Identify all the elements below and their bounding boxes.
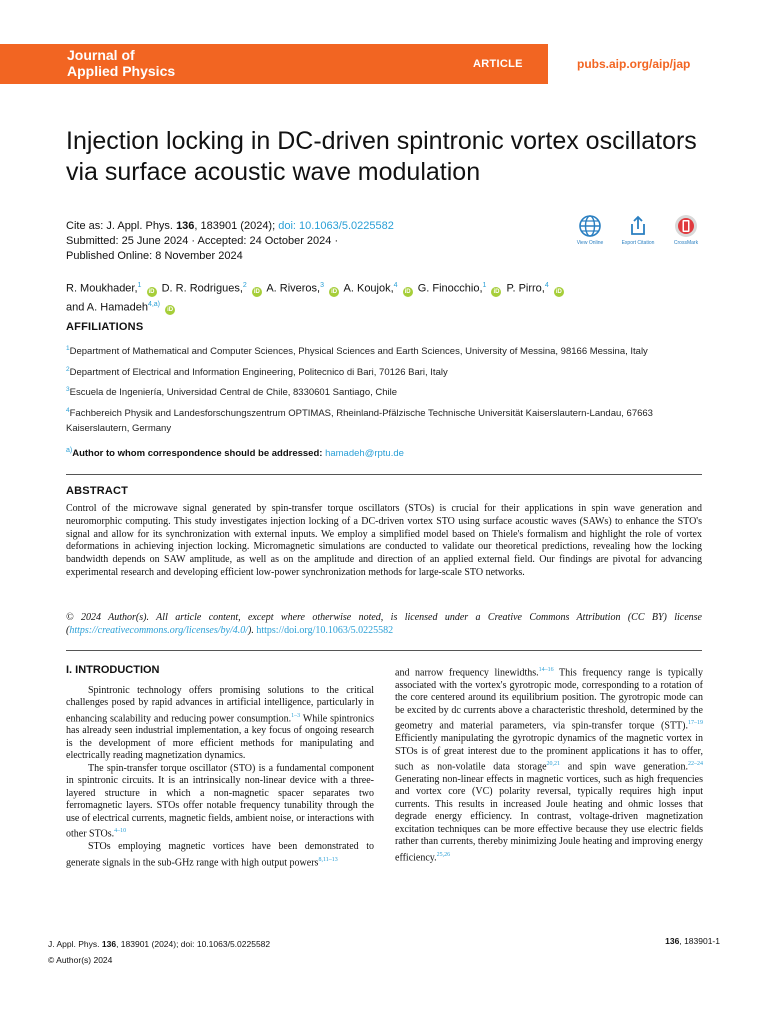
abstract-text: Control of the microwave signal generated by spin-transfer torque oscillators (STOs) is crucial for their applications in spin wave generation and neuromorphic computing. This study investigates injection locking of a DC-driven vortex STO using surface acoustic waves (SAWs) to enhance the STO's signal and allow for its synchronization with external inputs. We employ a simplified model based on Thiele's formalism and highlight the role of vortex deformations in achieving injection locking. Micromagnetic simulations are conducted to validate our theoretical predictions, revealing how the locking bandwidth depends on SAW amplitude, as well as on the amplitude and direction of an applied external field. Our findings are pivotal for advancing experimental research and developing efficient low-power synchronization methods for large-scale STO networks. xyxy=(66,503,702,578)
introduction-heading: I. INTRODUCTION xyxy=(66,664,160,676)
abstract-heading: ABSTRACT xyxy=(66,485,129,497)
author-name[interactable]: A. Koujok, xyxy=(343,282,394,295)
affiliation-text: Fachbereich Physik and Landesforschungszentrum OPTIMAS, Rheinland-Pfälzische Technische Universität Kaiserslautern-Landau, 67663 Kaiserslautern, Germany xyxy=(66,408,653,434)
orcid-icon[interactable]: iD xyxy=(167,307,174,314)
paragraph-text: This frequency range is typically associated with the vortex's gyrotropic mode, corresponding to a rotation of the core centered around its equilibrium position. The gyrotropic mode can be excited by dc currents above a characteristic threshold, determined by the geometry and material parameters, via spin-transfer torque (STT). xyxy=(395,667,703,732)
author-affil-sup: 1 xyxy=(482,282,487,289)
paragraph-text: Generating non-linear effects in magnetic vortices, such as high frequencies and vortex core (VC) polarity reversal, typically requires high input currents. This results in increased Joule heating and ohmic losses that degrade energy efficiency. In contrast, voltage-driven magnetization excitation techniques can be more effective because they use electric fields rather than currents, thereby minimizing Joule heating and improving energy efficiency. xyxy=(395,773,703,864)
affiliation-item xyxy=(66,383,706,401)
footer-cite-prefix: J. Appl. Phys. xyxy=(48,939,102,949)
orcid-icon[interactable]: iD xyxy=(555,288,562,295)
paragraph-text: The spin-transfer torque oscillator (STO) is a fundamental component in spintronic circuits. It is an intrinsically non-linear device with a three-layered structure in which a non-magnetic spacer separates two ferromagnetic layers. STOs offer notable frequency tunability through the use of electrical currents, magnetic fields, ambient noise, or interactions with other STOs. xyxy=(66,762,374,840)
affiliation-number: 4 xyxy=(66,406,70,414)
journal-name[interactable] xyxy=(67,47,175,79)
paragraph-text: and narrow frequency linewidths. xyxy=(395,667,539,679)
page-number xyxy=(665,936,720,946)
affiliations-list xyxy=(66,342,706,439)
export-icon xyxy=(626,214,650,238)
footer-copyright: © Author(s) 2024 xyxy=(48,955,113,965)
article-type-tag: ARTICLE xyxy=(473,58,523,70)
reference-link[interactable]: 4–10 xyxy=(114,828,127,835)
license-statement xyxy=(66,611,702,637)
body-column-left xyxy=(66,664,374,869)
reference-link[interactable]: 17–19 xyxy=(688,720,703,727)
reference-link[interactable]: 1–3 xyxy=(291,712,301,719)
reference-link[interactable]: 14–16 xyxy=(538,667,554,673)
body-column-right xyxy=(395,664,703,865)
reference-link[interactable]: 20,21 xyxy=(546,761,561,768)
paragraph-text: While spintronics has already seen industrial implementation, a key focus of ongoing research is the development of more efficient methods for manipulating and electrically reading magnetization dynamics. xyxy=(66,712,375,762)
article-actions xyxy=(568,214,708,250)
corr-label: Author to whom correspondence should be addressed: xyxy=(72,448,326,460)
reference-link[interactable]: 22–24 xyxy=(688,761,703,768)
affiliation-number: 1 xyxy=(66,345,70,352)
paragraph-text: Spintronic technology offers promising solutions to the critical challenges posed by rapid advances in artificial intelligence, particularly in enhancing scalability and reducing power consumption. xyxy=(66,684,374,724)
journal-name-line1: Journal of xyxy=(67,47,135,63)
export-citation-button[interactable] xyxy=(616,214,660,246)
page-footer-citation xyxy=(48,936,270,968)
author-name[interactable]: R. Moukhader, xyxy=(66,282,138,295)
cite-volume: 136 xyxy=(176,220,195,232)
divider xyxy=(66,474,702,475)
crossmark-button[interactable] xyxy=(664,214,708,246)
license-text: © 2024 Author(s). All article content, except where otherwise noted, is licensed under a Creative Commons Attribution (CC BY) license ( xyxy=(66,612,702,636)
author-affil-sup: 4 xyxy=(544,282,549,289)
author-name[interactable]: and A. Hamadeh xyxy=(66,301,148,314)
body-paragraph xyxy=(66,763,374,841)
orcid-icon[interactable]: iD xyxy=(404,288,411,295)
published-date: Published Online: 8 November 2024 xyxy=(66,250,243,262)
cite-doi-link[interactable]: doi: 10.1063/5.0225582 xyxy=(278,220,394,232)
export-citation-label: Export Citation xyxy=(621,240,655,246)
affiliation-text: Department of Electrical and Information Engineering, Politecnico di Bari, 70126 Bari, Italy xyxy=(69,366,448,378)
journal-url-link[interactable]: pubs.aip.org/aip/jap xyxy=(577,57,691,71)
author-name[interactable]: P. Pirro, xyxy=(506,282,545,295)
author-list xyxy=(66,278,626,315)
license-close: ). xyxy=(248,625,257,636)
footer-page-volume: 136 xyxy=(665,936,680,946)
author-affil-sup: 1 xyxy=(137,282,142,289)
affiliation-number: 2 xyxy=(66,365,70,373)
author-affil-sup: 4 xyxy=(393,282,398,289)
journal-name-line2: Applied Physics xyxy=(67,63,176,79)
affiliation-item xyxy=(66,363,706,381)
author-name[interactable]: A. Riveros, xyxy=(266,282,321,295)
affiliation-text: Escuela de Ingeniería, Universidad Central de Chile, 8330601 Santiago, Chile xyxy=(69,387,398,399)
corr-email-link[interactable]: hamadeh@rptu.de xyxy=(325,448,404,460)
author-affil-sup: 2 xyxy=(242,282,247,289)
crossmark-icon xyxy=(674,214,698,238)
license-link[interactable]: https://creativecommons.org/licenses/by/4.0/ xyxy=(69,625,249,636)
paragraph-text: STOs employing magnetic vortices have been demonstrated to generate signals in the sub-GHz range with high output powers xyxy=(66,841,374,868)
reference-link[interactable]: 25,26 xyxy=(436,851,451,858)
paragraph-text: and spin wave generation. xyxy=(560,761,688,773)
globe-icon xyxy=(578,214,602,238)
orcid-icon[interactable]: iD xyxy=(493,288,500,295)
affiliation-text: Department of Mathematical and Computer Sciences, Physical Sciences and Earth Sciences, University of Messina, 98166 Messina, Italy xyxy=(69,346,648,358)
affiliation-item xyxy=(66,404,706,436)
orcid-icon[interactable]: iD xyxy=(148,288,155,295)
crossmark-label: CrossMark xyxy=(673,240,699,246)
footer-page-rest: , 183901-1 xyxy=(679,936,720,946)
doi-link[interactable]: https://doi.org/10.1063/5.0225582 xyxy=(256,625,394,636)
author-name[interactable]: D. R. Rodrigues, xyxy=(161,282,243,295)
author-name[interactable]: G. Finocchio, xyxy=(417,282,483,295)
submitted-dates: Submitted: 25 June 2024 · Accepted: 24 October 2024 · xyxy=(66,235,339,247)
body-paragraph xyxy=(66,685,374,763)
author-affil-sup: 3 xyxy=(320,282,325,289)
footer-cite-rest: , 183901 (2024); doi: 10.1063/5.0225582 xyxy=(116,939,271,949)
correspondence-note xyxy=(66,447,404,459)
affiliation-number: 3 xyxy=(66,386,70,394)
view-online-label: View Online xyxy=(576,240,604,246)
article-title: Injection locking in DC-driven spintronic vortex oscillators via surface acoustic wave modulation xyxy=(66,127,697,186)
affiliations-heading: AFFILIATIONS xyxy=(66,321,144,333)
orcid-icon[interactable]: iD xyxy=(253,288,260,295)
divider xyxy=(66,650,702,651)
view-online-button[interactable] xyxy=(568,214,612,246)
author-affil-sup: 4,a) xyxy=(147,300,161,308)
citation-block xyxy=(66,219,394,264)
affiliation-item xyxy=(66,342,706,360)
body-paragraph xyxy=(395,664,703,865)
footer-volume: 136 xyxy=(101,939,117,949)
body-paragraph xyxy=(66,841,374,869)
cite-prefix: Cite as: J. Appl. Phys. xyxy=(66,220,177,232)
paragraph-text: Efficiently manipulating the gyrotropic dynamics of the magnetic vortex in STOs is of great interest due to the prominent applications it has to offer, such as non-volatile data storage xyxy=(395,733,703,773)
orcid-icon[interactable]: iD xyxy=(331,288,338,295)
corr-mark: a) xyxy=(66,447,73,454)
reference-link[interactable]: 8,11–13 xyxy=(318,856,338,863)
cite-rest: , 183901 (2024); xyxy=(194,220,279,232)
